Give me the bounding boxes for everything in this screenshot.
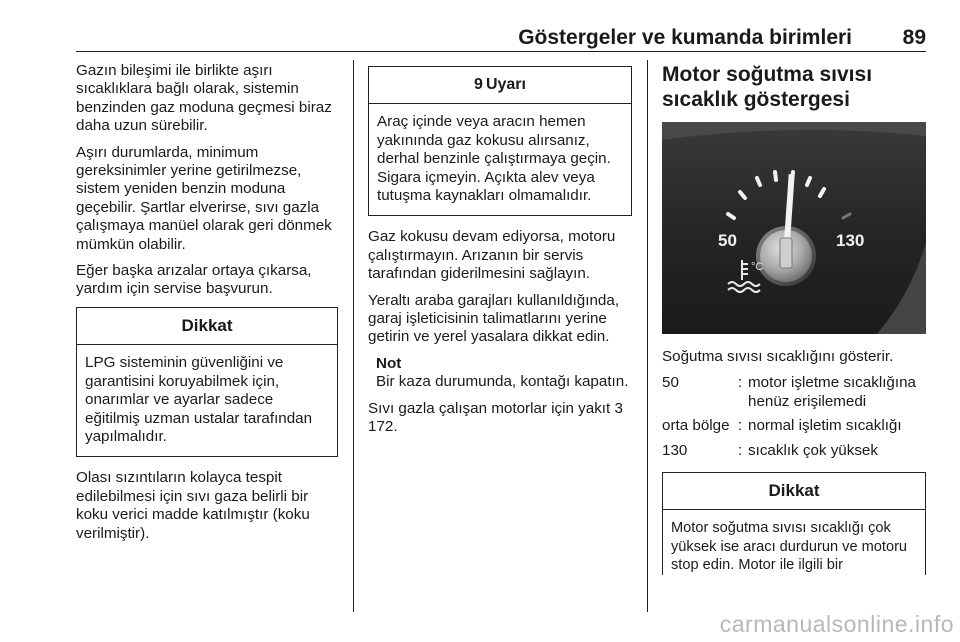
note-title: Not [376,354,402,372]
column-divider-2 [647,60,648,612]
caution-box-title: Dikkat [77,308,337,345]
definition-value: normal işletim sıcaklığı [748,417,902,435]
paragraph: Gazın bileşimi ile birlikte aşırı sıcaklıklara bağlı olarak, sistemin benzinden gaz moduna geçmesi biraz daha uzun sürebilir. [76,62,332,135]
paragraph: Eğer başka arızalar ortaya çıkarsa, yardım için servise başvurun. [76,262,312,298]
paragraph: Aşırı durumlarda, minimum gereksinimler yerine getirilmezse, sistem yeniden benzin moduna geçebilir. Şartlar elverirse, sıvı gazla çalışmaya manüel olarak geri dönmek mümkün olabilir. [76,143,332,253]
header-title: Göstergeler ve kumanda birimleri [518,26,852,49]
paragraph: Gaz kokusu devam ediyorsa, motoru çalıştırmayın. Arızanın bir servis tarafından giderilmesini sağlayın. [368,228,616,283]
table-row [662,442,926,466]
definition-colon: : [738,374,743,392]
gauge-caption: Soğutma sıvısı sıcaklığını gösterir. [662,348,894,365]
caution-box-2-text: Motor soğutma sıvısı sıcaklığı çok yüksek ise aracı durdurun ve motoru stop edin. Motor ile ilgili bir [671,520,908,574]
header-rule [76,51,926,52]
definition-key: orta bölge [662,417,730,435]
cross-reference[interactable]: Sıvı gazla çalışan motorlar için yakıt 3 172. [368,399,623,436]
definition-value: motor işletme sıcaklığına henüz erişilemedi [748,374,916,410]
watermark: carmanualsonline.info [719,611,954,637]
column-divider-1 [353,60,354,612]
warning-box-title-text: Uyarı [485,76,526,93]
column-1 [76,62,338,551]
caution-box-text: LPG sisteminin güvenliğini ve garantisini koruyabilmek için, onarımlar ve ayarlar sadece eğitilmiş uzman ustalar tarafından yapılmalıdır. [85,354,313,445]
section-heading-line-1: Motor soğutma sıvısı [662,63,873,86]
column-2 [368,62,632,445]
warning-box-text: Araç içinde veya aracın hemen yakınında gaz kokusu alırsanız, derhal benzinle çalıştırmaya geçin. Sigara içmeyin. Açıkta alev veya tutuşma kaynakları olmamalıdır. [377,113,611,205]
page-number: 89 [902,26,926,49]
coolant-gauge-image [662,122,926,334]
paragraph: Olası sızıntıların kolayca tespit edilebilmesi için sıvı gaza belirli bir koku verici madde katılmıştır (koku verilmiştir). [76,469,310,542]
gauge-label-high: 130 [836,231,865,250]
needle-hub [780,238,792,268]
paragraph: Yeraltı araba garajları kullanıldığında, garaj işleticisinin talimatlarını yerine getirin ve yerel yasalara dikkat edin. [368,291,620,346]
caution-box [76,307,338,457]
gauge-label-low: 50 [718,231,737,250]
warning-box [368,66,632,216]
caution-box-2-title: Dikkat [663,473,925,510]
definition-colon: : [738,441,743,459]
warning-box-title [369,67,631,104]
note [376,355,632,392]
caution-box-2 [662,472,926,575]
warning-triangle-icon: 9 [474,76,483,93]
section-heading [662,62,926,112]
column-3 [662,62,926,587]
definition-key: 50 [662,374,679,392]
definition-key: 130 [662,441,688,459]
definition-table [662,374,926,466]
definition-value: sıcaklık çok yüksek [748,441,878,459]
gauge-unit: °C [751,261,764,273]
note-text: Bir kaza durumunda, kontağı kapatın. [376,373,629,391]
table-row [662,374,926,417]
page-header [76,22,926,52]
table-row [662,417,926,441]
definition-colon: : [738,417,743,435]
section-heading-line-2: sıcaklık göstergesi [662,88,850,111]
